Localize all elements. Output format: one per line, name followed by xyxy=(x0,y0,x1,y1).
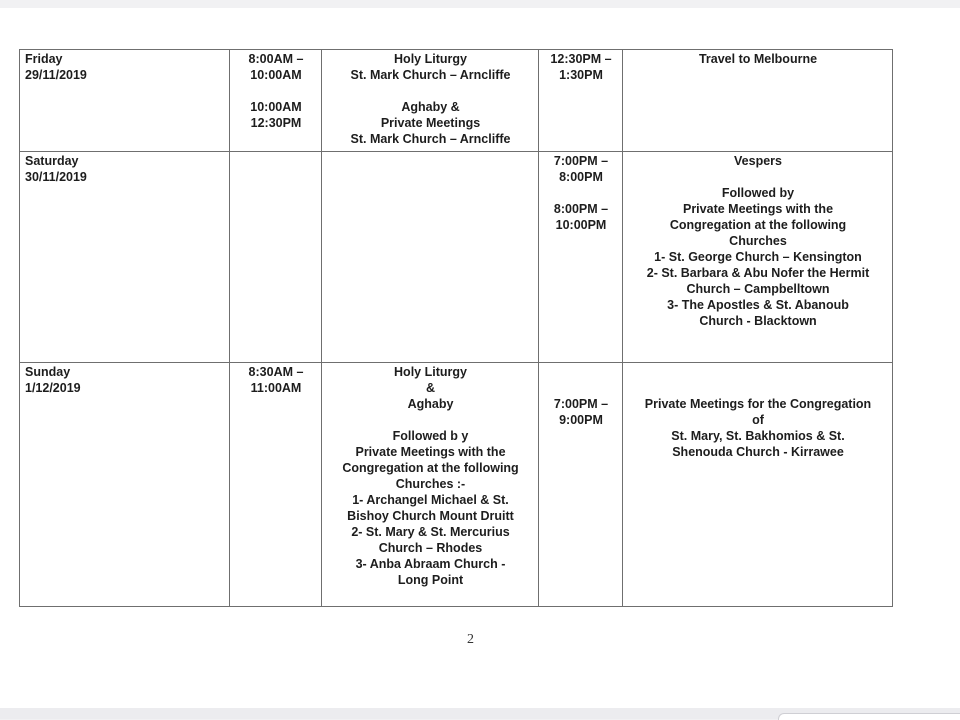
cell-line: Holy Liturgy xyxy=(394,52,467,66)
line-gap xyxy=(327,412,534,428)
event-cell-1 xyxy=(322,152,539,363)
cell-line: Church – Rhodes xyxy=(378,541,483,555)
cell-line: 12:30PM – xyxy=(550,52,612,66)
event-cell-1 xyxy=(322,363,539,607)
cell-line: Vespers xyxy=(734,154,782,168)
cell-line: Congregation at the following xyxy=(669,218,847,232)
event-cell-2 xyxy=(623,152,893,363)
cell-line: 8:00PM – xyxy=(553,202,609,216)
cell-line: Aghaby & xyxy=(401,100,460,114)
cell-line: of xyxy=(752,413,764,427)
time-cell-2 xyxy=(539,363,623,607)
cell-line: Church - Blacktown xyxy=(699,314,817,328)
day-name: Sunday xyxy=(25,365,71,379)
cell-line: Holy Liturgy xyxy=(394,365,467,379)
cell-line: St. Mark Church – Arncliffe xyxy=(350,68,511,82)
cell-line: Churches xyxy=(729,234,787,248)
table-row xyxy=(20,363,893,607)
cell-line: Church – Campbelltown xyxy=(686,282,830,296)
date-text: 29/11/2019 xyxy=(25,68,87,82)
day-name: Saturday xyxy=(25,154,79,168)
cell-line: St. Mary, St. Bakhomios & St. xyxy=(671,429,845,443)
schedule-table xyxy=(19,49,893,607)
cell-line: 8:00AM – xyxy=(248,52,304,66)
time-cell-1 xyxy=(230,363,322,607)
cell-line: Private Meetings with the xyxy=(682,202,834,216)
line-gap xyxy=(544,185,618,201)
line-gap xyxy=(544,380,618,396)
cell-line: 12:30PM xyxy=(250,116,302,130)
cell-line: Followed by xyxy=(721,186,795,200)
cell-line: 3- Anba Abraam Church - xyxy=(355,557,506,571)
cell-line: Churches :- xyxy=(395,477,466,491)
cell-line: 8:00PM xyxy=(559,170,603,184)
cell-line: 10:00AM xyxy=(250,100,302,114)
cell-line: Congregation at the following xyxy=(342,461,519,475)
line-gap xyxy=(235,83,317,99)
cell-line: Travel to Melbourne xyxy=(698,52,818,66)
line-gap xyxy=(628,364,888,380)
line-gap xyxy=(544,364,618,380)
cell-line: 10:00PM xyxy=(555,218,607,232)
cell-line: & xyxy=(425,381,436,395)
day-cell xyxy=(20,363,230,607)
time-cell-1 xyxy=(230,50,322,152)
cell-line: 2- St. Mary & St. Mercurius xyxy=(351,525,510,539)
cell-line: 8:30AM – xyxy=(248,365,304,379)
page-number: 2 xyxy=(467,632,474,647)
cell-line: Private Meetings with the xyxy=(355,445,506,459)
cell-line: Followed b y xyxy=(392,429,469,443)
table-row xyxy=(20,50,893,152)
cell-line: Private Meetings xyxy=(380,116,481,130)
cell-line: Shenouda Church - Kirrawee xyxy=(672,445,844,459)
time-cell-1 xyxy=(230,152,322,363)
day-name: Friday xyxy=(25,52,63,66)
cell-line: 2- St. Barbara & Abu Nofer the Hermit xyxy=(646,266,870,280)
cell-line: Long Point xyxy=(397,573,464,587)
time-cell-2 xyxy=(539,152,623,363)
event-cell-1 xyxy=(322,50,539,152)
event-cell-2 xyxy=(623,50,893,152)
cell-line: 9:00PM xyxy=(559,413,603,427)
line-gap xyxy=(327,83,534,99)
day-cell xyxy=(20,50,230,152)
cell-line: 1:30PM xyxy=(559,68,603,82)
cell-line: Aghaby xyxy=(407,397,454,411)
cell-line: 7:00PM – xyxy=(553,154,609,168)
cell-line: Private Meetings for the Congregation xyxy=(644,397,872,411)
cell-line: 10:00AM xyxy=(250,68,302,82)
cell-line: 11:00AM xyxy=(250,381,302,395)
cell-line: 1- Archangel Michael & St. xyxy=(352,493,509,507)
table-row xyxy=(20,152,893,363)
cell-line: 1- St. George Church – Kensington xyxy=(654,250,862,264)
date-text: 1/12/2019 xyxy=(25,381,81,395)
cell-line: St. Mark Church – Arncliffe xyxy=(350,132,511,146)
cell-line: Bishoy Church Mount Druitt xyxy=(347,509,514,523)
line-gap xyxy=(628,380,888,396)
date-text: 30/11/2019 xyxy=(25,170,87,184)
event-cell-2 xyxy=(623,363,893,607)
day-cell xyxy=(20,152,230,363)
cell-line: 7:00PM – xyxy=(553,397,609,411)
time-cell-2 xyxy=(539,50,623,152)
line-gap xyxy=(628,169,888,185)
cell-line: 3- The Apostles & St. Abanoub xyxy=(667,298,849,312)
